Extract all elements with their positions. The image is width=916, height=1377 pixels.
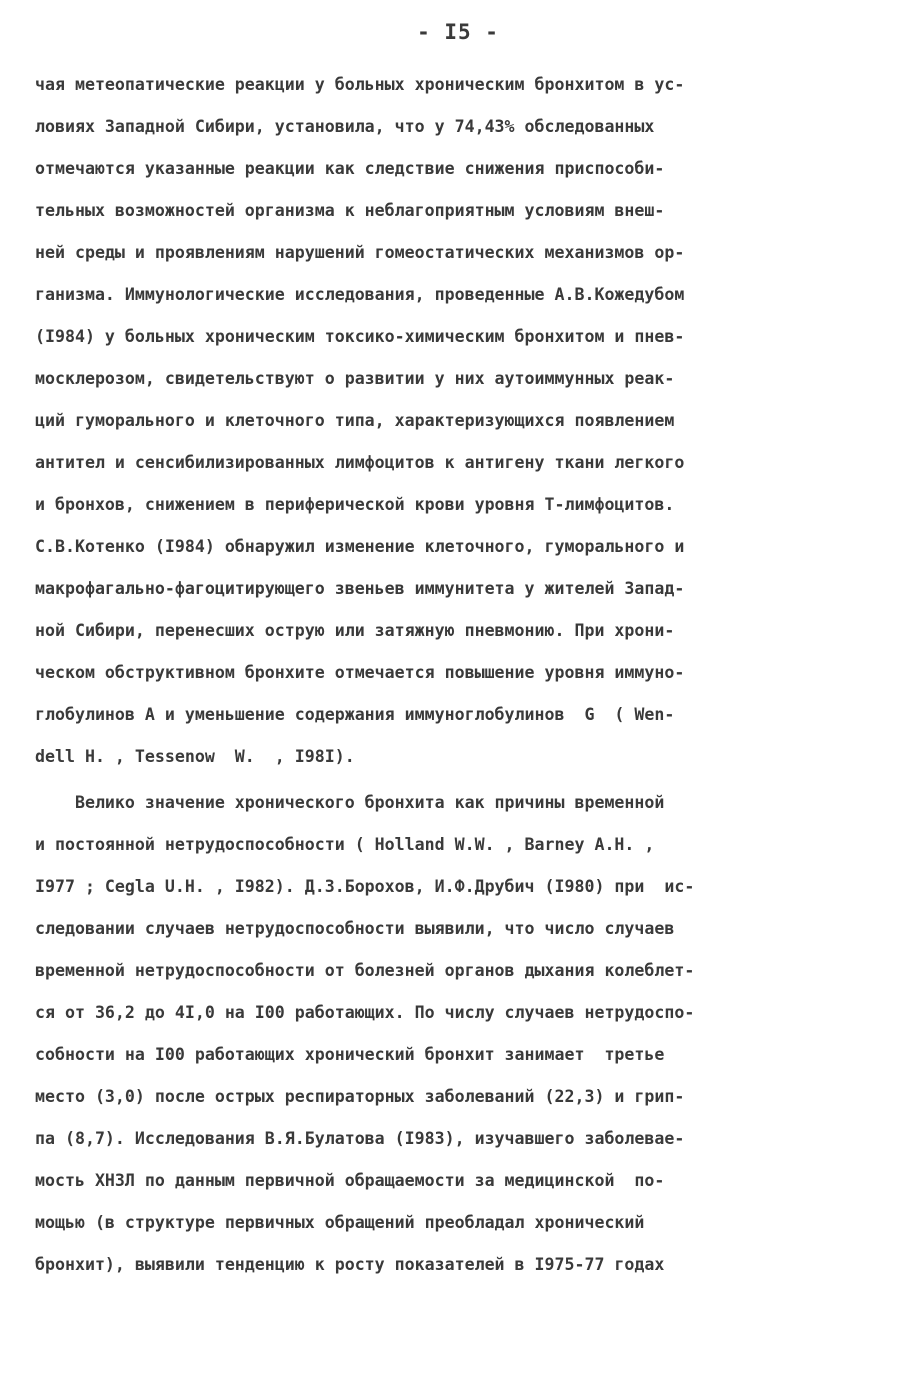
text-line: па (8,7). Исследования В.Я.Булатова (I983), изучавшего заболевае- [35, 1129, 685, 1148]
text-line: (I984) у больных хроническим токсико-химическим бронхитом и пнев- [35, 327, 685, 346]
text-line: тельных возможностей организма к неблагоприятным условиям внеш- [35, 201, 665, 220]
text-line: и бронхов, снижением в периферической крови уровня Т-лимфоцитов. [35, 495, 675, 514]
text-line: Велико значение хронического бронхита как причины временной [35, 793, 665, 812]
text-line: бронхит), выявили тенденцию к росту показателей в I975-77 годах [35, 1255, 665, 1274]
text-line: ловиях Западной Сибири, установила, что у 74,43% обследованных [35, 117, 655, 136]
text-line: ся от 36,2 до 4I,0 на I00 работающих. По числу случаев нетрудоспо- [35, 1003, 695, 1022]
text-line: ганизма. Иммунологические исследования, проведенные А.В.Кожедубом [35, 285, 685, 304]
text-line: глобулинов А и уменьшение содержания иммуноглобулинов G ( Wen- [35, 705, 675, 724]
text-line: ной Сибири, перенесших острую или затяжную пневмонию. При хрони- [35, 621, 675, 640]
text-line: временной нетрудоспособности от болезней органов дыхания колеблет- [35, 961, 695, 980]
text-line: и постоянной нетрудоспособности ( Holland W.W. , Barney A.H. , [35, 835, 655, 854]
text-line: С.В.Котенко (I984) обнаружил изменение клеточного, гуморального и [35, 537, 685, 556]
text-line: мощью (в структуре первичных обращений преобладал хронический [35, 1213, 645, 1232]
text-line: собности на I00 работающих хронический бронхит занимает третье [35, 1045, 665, 1064]
text-line: макрофагально-фагоцитирующего звеньев иммунитета у жителей Запад- [35, 579, 685, 598]
text-line: чая метеопатические реакции у больных хроническим бронхитом в ус- [35, 75, 685, 94]
text-line: следовании случаев нетрудоспособности выявили, что число случаев [35, 919, 675, 938]
text-line: москлерозом, свидетельствуют о развитии у них аутоиммунных реак- [35, 369, 675, 388]
text-line: ций гуморального и клеточного типа, характеризующихся появлением [35, 411, 675, 430]
page-number: - I5 - [417, 20, 499, 44]
text-line: место (3,0) после острых респираторных заболеваний (22,3) и грип- [35, 1087, 685, 1106]
text-line: мость ХНЗЛ по данным первичной обращаемости за медицинской по- [35, 1171, 665, 1190]
text-line: антител и сенсибилизированных лимфоцитов к антигену ткани легкого [35, 453, 685, 472]
text-line: dell H. , Tessenow W. , I98I). [35, 747, 355, 766]
text-line: отмечаются указанные реакции как следствие снижения приспособи- [35, 159, 665, 178]
text-line: I977 ; Cegla U.H. , I982). Д.З.Борохов, И.Ф.Друбич (I980) при ис- [35, 877, 695, 896]
text-line: ней среды и проявлениям нарушений гомеостатических механизмов ор- [35, 243, 685, 262]
text-line: ческом обструктивном бронхите отмечается повышение уровня иммуно- [35, 663, 685, 682]
